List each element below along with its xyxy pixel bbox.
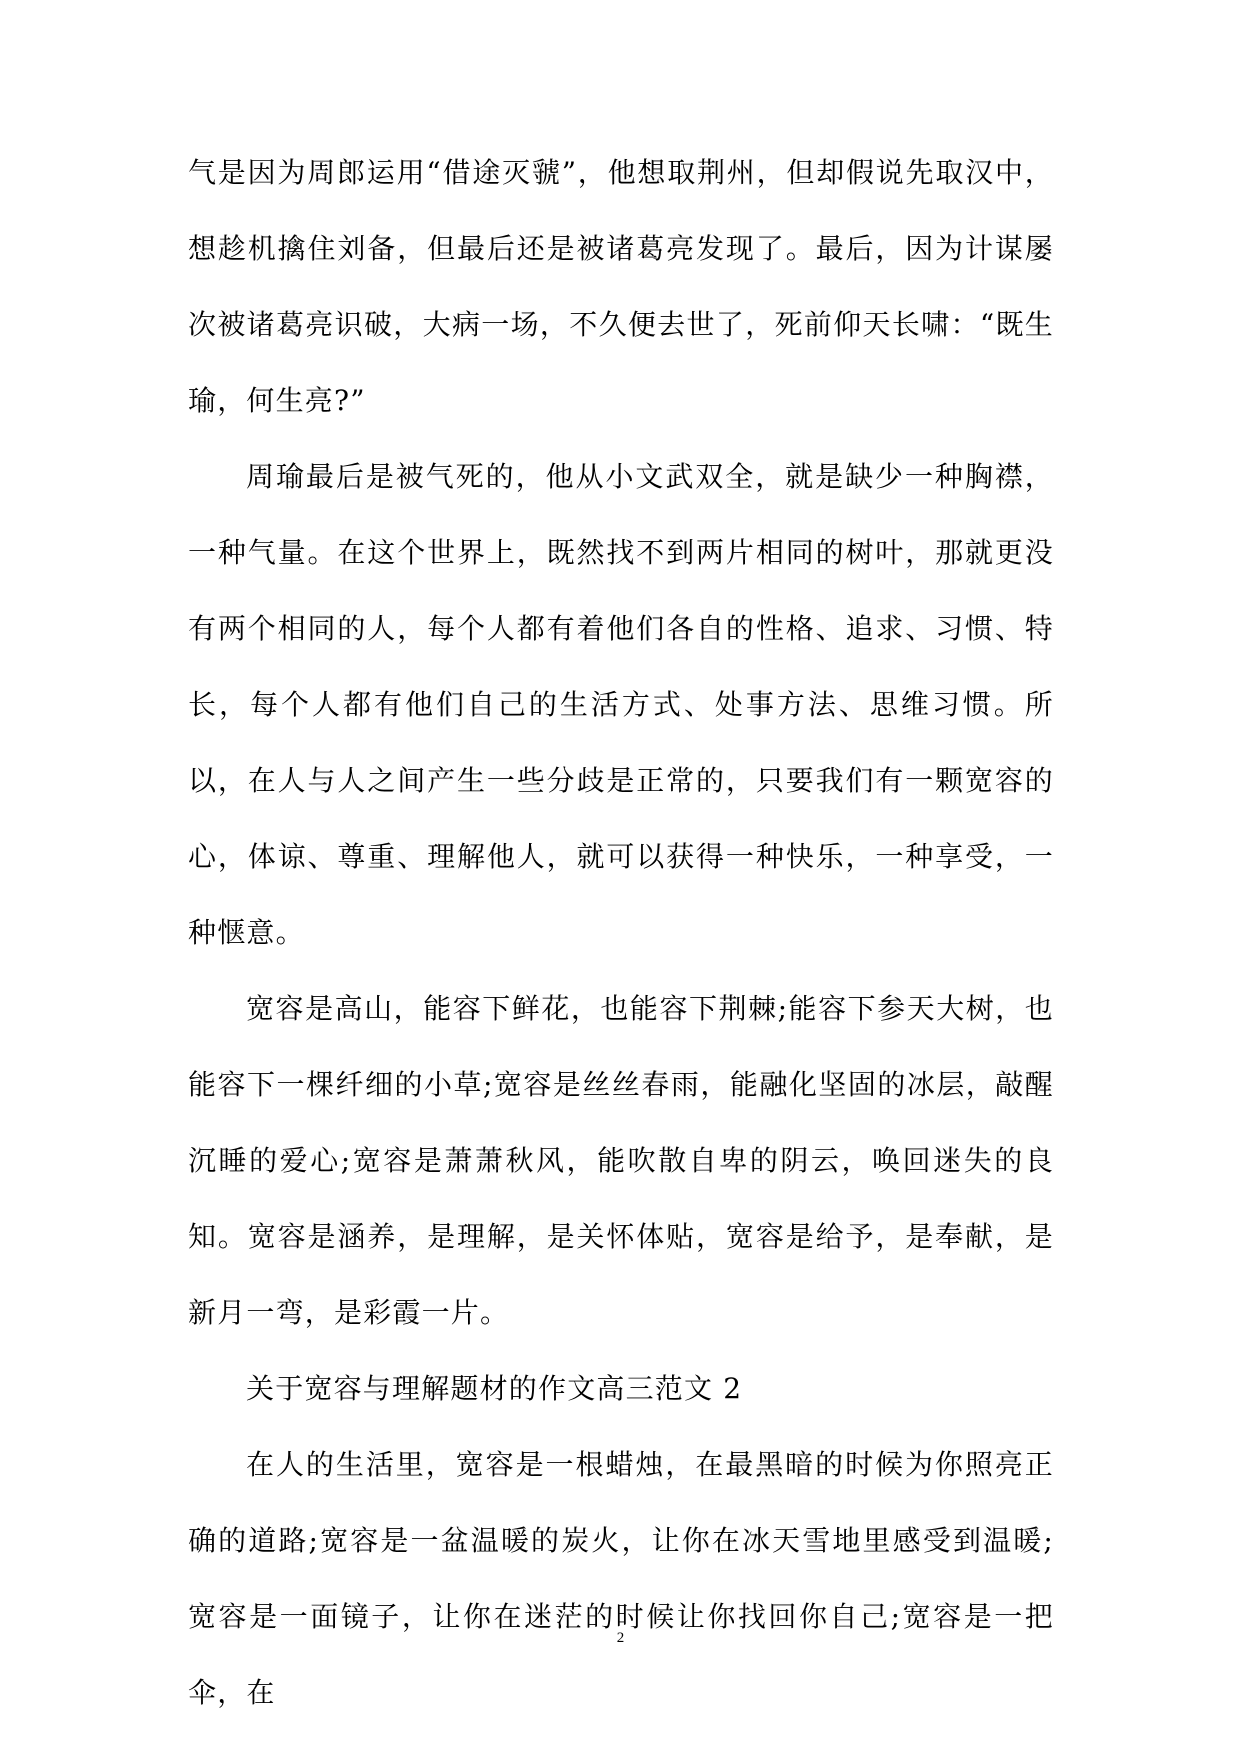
section-heading: 关于宽容与理解题材的作文高三范文 2 <box>246 1372 743 1405</box>
paragraph-3: 宽容是高山，能容下鲜花，也能容下荆棘;能容下参天大树，也能容下一棵纤细的小草;宽容是丝丝春雨，能融化坚固的冰层，敲醒沉睡的爱心;宽容是萧萧秋风，能吹散自卑的阴云，唤回迷失的良知。宽容是涵养，是理解，是关怀体贴，宽容是给予，是奉献，是新月一弯，是彩霞一片。 <box>188 992 1054 1329</box>
paragraph-1: 气是因为周郎运用“借途灭虢”，他想取荆州，但却假说先取汉中，想趁机擒住刘备，但最后还是被诸葛亮发现了。最后，因为计谋屡次被诸葛亮识破，大病一场，不久便去世了，死前仰天长啸：“既生瑜，何生亮?” <box>188 156 1054 417</box>
paragraph-4: 在人的生活里，宽容是一根蜡烛，在最黑暗的时候为你照亮正确的道路;宽容是一盆温暖的炭火，让你在冰天雪地里感受到温暖;宽容是一面镜子，让你在迷茫的时候让你找回你自己;宽容是一把伞，在 <box>188 1448 1054 1709</box>
paragraph-2: 周瑜最后是被气死的，他从小文武双全，就是缺少一种胸襟，一种气量。在这个世界上，既然找不到两片相同的树叶，那就更没有两个相同的人，每个人都有着他们各自的性格、追求、习惯、特长，每个人都有他们自己的生活方式、处事方法、思维习惯。所以，在人与人之间产生一些分歧是正常的，只要我们有一颗宽容的心，体谅、尊重、理解他人，就可以获得一种快乐，一种享受，一种惬意。 <box>188 460 1054 949</box>
document-body <box>188 135 1054 1731</box>
page-number: 2 <box>616 1630 625 1646</box>
